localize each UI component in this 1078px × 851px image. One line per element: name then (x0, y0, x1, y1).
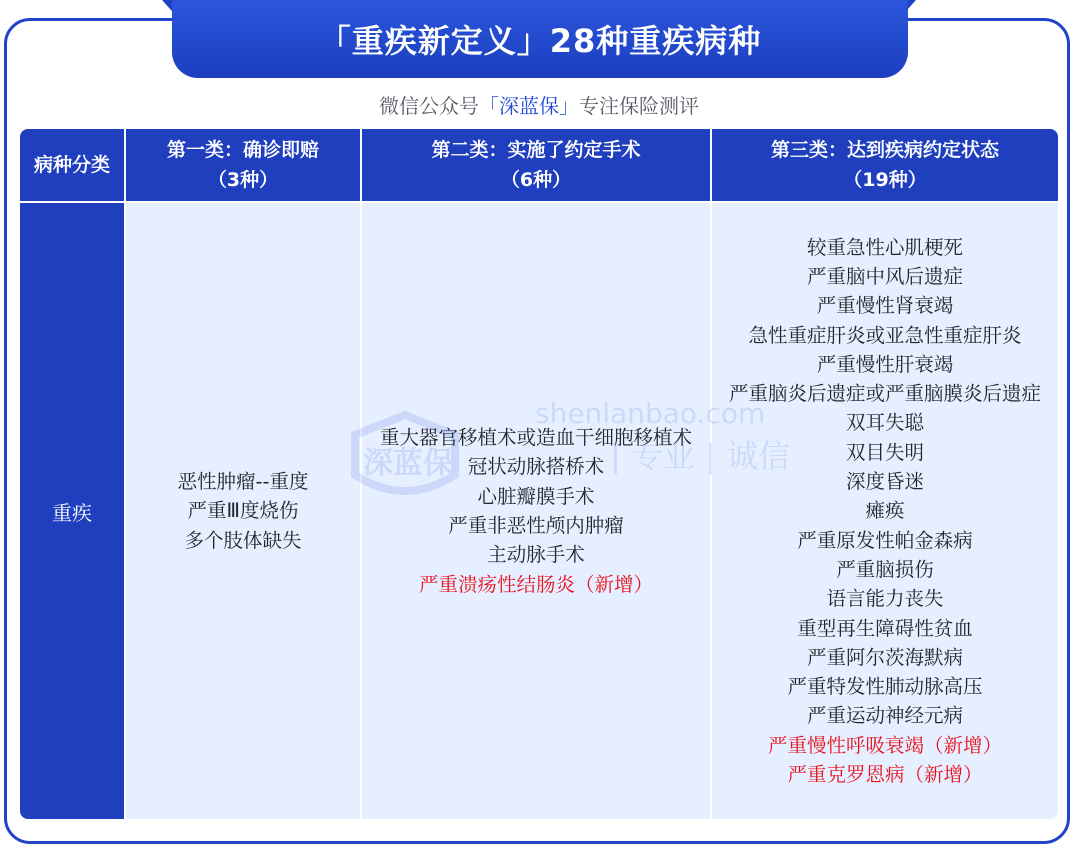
disease-item: 深度昏迷 (845, 470, 924, 494)
page-title: 「重疾新定义」28种重疾病种 (172, 0, 908, 78)
row-label-text: 重疾 (52, 500, 92, 525)
disease-item: 严重原发性帕金森病 (797, 528, 973, 552)
column-divider-2 (360, 129, 362, 819)
subtitle-prefix: 微信公众号 (379, 94, 479, 118)
col3-diseases (712, 203, 1058, 819)
column-divider-1 (124, 129, 126, 819)
disease-table (20, 129, 1058, 819)
header-divider (20, 201, 1058, 203)
header-category (20, 129, 124, 201)
col1-diseases (126, 203, 360, 819)
disease-item: 恶性肿瘤--重度 (177, 470, 309, 494)
header-col3-title: 第三类：达到疾病约定状态 (770, 139, 999, 161)
disease-item: 严重Ⅲ度烧伤 (187, 499, 299, 523)
disease-item: 严重溃疡性结肠炎（新增） (418, 572, 653, 596)
subtitle-suffix: 专注保险测评 (579, 94, 699, 118)
header-category-label: 病种分类 (33, 154, 110, 176)
disease-item: 急性重症肝炎或亚急性重症肝炎 (748, 323, 1022, 347)
header-col2-title: 第二类：实施了约定手术 (431, 139, 641, 161)
disease-item: 严重慢性肝衰竭 (816, 352, 954, 376)
disease-item: 冠状动脉搭桥术 (467, 455, 605, 479)
disease-item: 严重阿尔茨海默病 (806, 645, 963, 669)
header-col3 (712, 129, 1058, 201)
disease-item: 严重运动神经元病 (806, 704, 963, 728)
header-col2 (362, 129, 710, 201)
column-divider-3 (710, 129, 712, 819)
disease-item: 严重非恶性颅内肿瘤 (448, 514, 624, 537)
disease-item: 双目失明 (845, 440, 924, 464)
header-col2-count: （6种） (500, 169, 572, 191)
disease-item: 重型再生障碍性贫血 (797, 616, 973, 640)
header-col1 (126, 129, 360, 201)
subtitle (0, 90, 1078, 119)
header-col1-count: （3种） (207, 169, 279, 191)
subtitle-brand: 「深蓝保」 (479, 94, 579, 118)
disease-item: 多个肢体缺失 (184, 528, 302, 552)
disease-item: 双耳失聪 (845, 411, 924, 435)
disease-item: 严重脑炎后遗症或严重脑膜炎后遗症 (728, 382, 1041, 406)
disease-item: 心脏瓣膜手术 (477, 484, 595, 508)
disease-item: 严重慢性呼吸衰竭（新增） (767, 733, 1002, 757)
disease-item: 主动脉手术 (487, 543, 585, 567)
col2-diseases (362, 203, 710, 819)
disease-item: 重大器官移植术或造血干细胞移植术 (379, 426, 692, 450)
disease-item: 语言能力丧失 (826, 587, 944, 611)
disease-item: 瘫痪 (865, 499, 905, 523)
disease-item: 严重慢性肾衰竭 (816, 294, 954, 318)
disease-item: 严重脑损伤 (836, 557, 934, 581)
header-col3-count: （19种） (843, 169, 927, 191)
disease-item: 严重脑中风后遗症 (806, 264, 963, 288)
row-label-critical-illness (20, 203, 124, 819)
disease-item: 严重克罗恩病（新增） (787, 763, 983, 787)
disease-item: 严重特发性肺动脉高压 (787, 675, 983, 699)
header-col1-title: 第一类：确诊即赔 (166, 139, 319, 161)
disease-item: 较重急性心肌梗死 (806, 235, 963, 259)
